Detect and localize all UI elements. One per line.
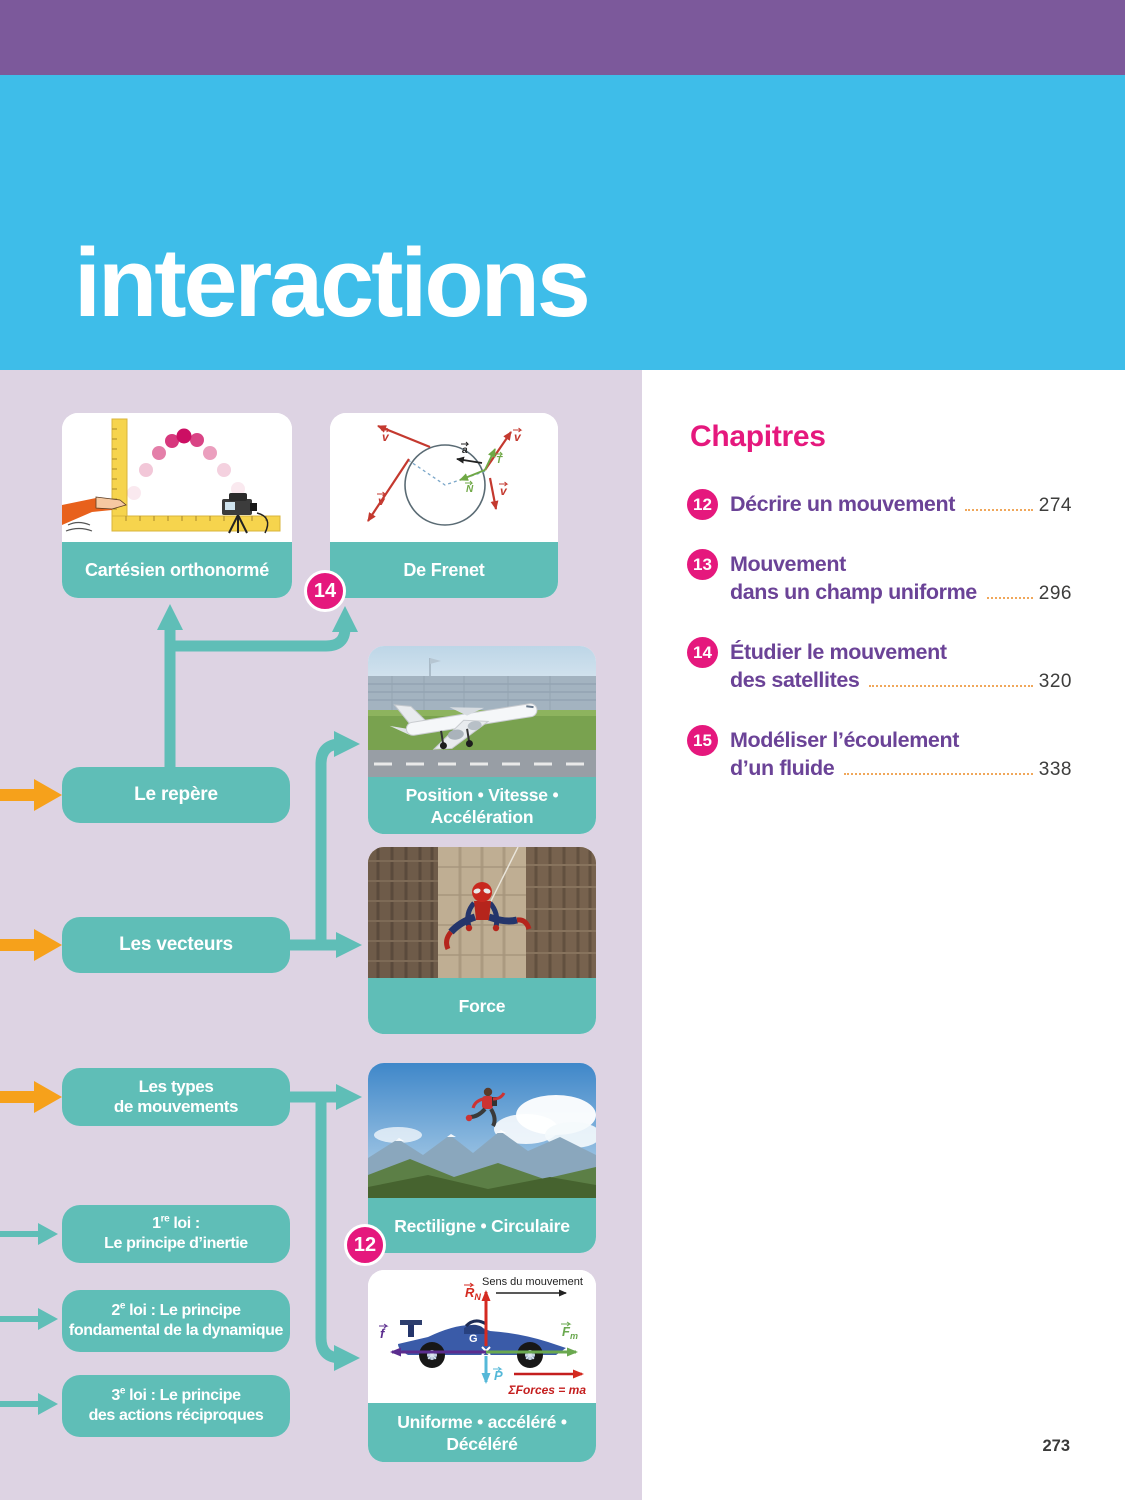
card-label-line1: Uniforme • accéléré • (397, 1411, 567, 1432)
center-of-mass-label: G (469, 1333, 478, 1345)
svg-text:ΣForces = ma: ΣForces = ma (508, 1383, 586, 1397)
frenet-frame-diagram (330, 413, 558, 542)
node-label-line1: 2e loi : Le principe (111, 1300, 241, 1319)
card-position-vitesse-acceleration (368, 646, 596, 834)
teal-entry-arrows (0, 1234, 40, 1404)
card-uniforme-accelere (368, 1270, 596, 1462)
card-label: Rectiligne • Circulaire (368, 1198, 596, 1253)
chapter-title-line1: Modéliser l’écoulement (730, 728, 959, 752)
chapter-title-line2: des satellites (730, 668, 860, 692)
chapter-entry-15 (690, 726, 1072, 784)
orange-arrowheads (34, 779, 62, 1113)
svg-text:N: N (466, 484, 474, 495)
chapter-title-line1: Mouvement (730, 552, 846, 576)
card-label: Cartésien orthonormé (62, 542, 292, 598)
svg-text:T: T (496, 455, 503, 466)
card-label (368, 1403, 596, 1462)
node-loi-1 (62, 1205, 290, 1263)
chapter-entry-14 (690, 638, 1072, 696)
node-label-line1: 1re loi : (152, 1213, 200, 1232)
svg-text:a: a (462, 445, 468, 456)
unit-title: interactions (74, 228, 588, 337)
node-label-line2: fondamental de la dynamique (68, 1322, 284, 1339)
orange-entry-arrows (0, 795, 36, 1097)
node-types-mouvements (62, 1068, 290, 1126)
chapter-entry-13 (690, 550, 1072, 608)
card-force (368, 847, 596, 1034)
teal-entry-arrowheads (38, 1223, 58, 1415)
node-les-vecteurs (62, 917, 290, 973)
dotted-leader (869, 685, 1032, 687)
svg-text:v: v (382, 430, 389, 444)
chapters-heading: Chapitres (690, 420, 826, 453)
chapters-panel (690, 420, 1072, 814)
card-label (368, 777, 596, 834)
chapter-number-badge: 12 (687, 489, 718, 520)
page-number: 273 (1042, 1437, 1070, 1455)
card-label: Force (368, 978, 596, 1034)
direction-label: Sens du mouvement (482, 1276, 583, 1288)
card-label: De Frenet (330, 542, 558, 598)
node-le-repere (62, 767, 290, 823)
unit-banner (0, 75, 1125, 370)
node-loi-3 (62, 1375, 290, 1437)
card-label-line2: Décéléré (446, 1433, 518, 1454)
node-loi-2 (62, 1290, 290, 1352)
chapter-title-line2: d’un fluide (730, 756, 835, 780)
svg-text:v: v (500, 484, 507, 498)
svg-text:RN: $R_N$ (465, 1285, 481, 1302)
dotted-leader (844, 773, 1033, 775)
svg-text:v: v (378, 494, 385, 508)
card-rectiligne-circulaire (368, 1063, 596, 1253)
dotted-leader (987, 597, 1033, 599)
card-frenet (330, 413, 558, 598)
node-label-line2: des actions réciproques (88, 1407, 264, 1424)
card-label-line1: Position • Vitesse • (405, 784, 559, 805)
node-label-line1: 3e loi : Le principe (111, 1385, 241, 1404)
map-chapter-badge-14: 14 (304, 570, 346, 612)
chapter-number-badge: 14 (687, 637, 718, 668)
top-purple-bar (0, 0, 1125, 75)
svg-text:v: v (514, 430, 521, 444)
node-label-line2: de mouvements (113, 1097, 239, 1116)
chapter-page-number: 296 (1038, 583, 1072, 604)
spiderman-city-photo (368, 847, 596, 978)
f1-forces-diagram (368, 1270, 596, 1403)
chapter-title: Décrire un mouvement (730, 492, 955, 516)
dotted-leader (965, 509, 1033, 511)
node-label-line2: Le principe d’inertie (104, 1235, 248, 1252)
airplane-takeoff-photo (368, 646, 596, 777)
card-cartesien (62, 413, 292, 598)
chapter-title-line1: Étudier le mouvement (730, 640, 947, 664)
svg-text:Fm: $F_m$ (562, 1324, 578, 1341)
svg-text:f: f (380, 1326, 385, 1341)
map-chapter-badge-12: 12 (344, 1224, 386, 1266)
concept-map-panel (0, 370, 642, 1500)
chapter-number-badge: 15 (687, 725, 718, 756)
chronophotography-illustration (62, 413, 292, 542)
chapter-page-number: 338 (1038, 759, 1072, 780)
chapter-entry-12 (690, 490, 1072, 520)
chapter-number-badge: 13 (687, 549, 718, 580)
node-label-line1: Les types (138, 1077, 214, 1096)
node-label: Le repère (134, 784, 218, 805)
highliner-mountains-photo (368, 1063, 596, 1198)
chapter-title-line2: dans un champ uniforme (730, 580, 977, 604)
svg-text:P: P (494, 1368, 503, 1383)
node-label: Les vecteurs (119, 934, 233, 955)
chapter-page-number: 274 (1038, 495, 1072, 516)
chapter-page-number: 320 (1038, 671, 1072, 692)
vertical-ruler-icon (112, 419, 127, 531)
card-label-line2: Accélération (430, 806, 534, 827)
